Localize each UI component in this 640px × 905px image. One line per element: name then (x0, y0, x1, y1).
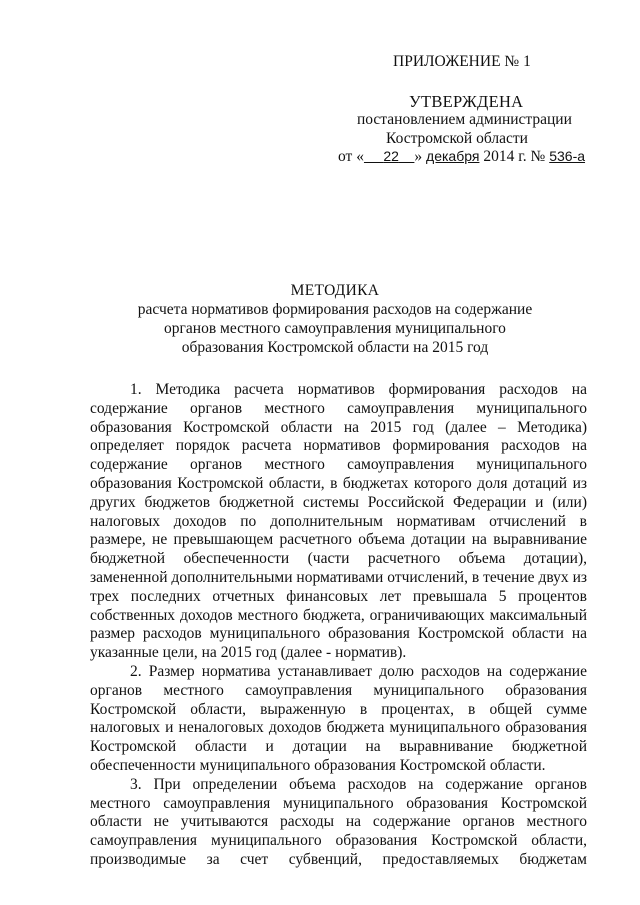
date-day-field (364, 148, 414, 165)
region-line: Костромской области (386, 130, 528, 147)
document-subtitle (90, 300, 580, 357)
date-day: 22 (383, 148, 399, 164)
approved-by-line: постановлением администрации (357, 111, 572, 128)
date-mid: » (414, 148, 423, 165)
date-month: декабря (426, 148, 480, 164)
approved-label: УТВЕРЖДЕНА (409, 92, 524, 111)
date-year: 2014 г. № (483, 148, 546, 165)
document-body (90, 381, 587, 870)
approval-date-line (338, 147, 585, 166)
subtitle-line: образования Костромской области на 2015 год (181, 339, 489, 356)
paragraph-1: 1. Методика расчета нормативов формирования расходов на содержание органов местного самоуправления муниципального образования Костромской области на 2015 год (далее – Методика) определяет порядок расчета нормативов формирования расходов на содержание органов местного самоуправления муниципального образования Костромской области, в бюджетах которого доля дотаций из других бюджетов бюджетной системы Российской Федерации и (или) налоговых доходов по дополнительным нормативам отчислений в размере, не превышающем расчетного объема дотации на выравнивание бюджетной обеспеченности (части расчетного объема дотации), замененной дополнительными нормативами отчислений, в течение двух из трех последних отчетных финансовых лет превышала 5 процентов собственных доходов местного бюджета, ограничивающих максимальный размер расходов муниципального образования Костромской области на указанные цели, на 2015 год (далее - норматив). (90, 381, 587, 662)
appendix-label: ПРИЛОЖЕНИЕ № 1 (393, 53, 531, 70)
paragraph-3: 3. При определении объема расходов на содержание органов местного самоуправления муниципального образования Костромской области не учитываются расходы на содержание органов местного самоуправления муниципального образования Костромской области, производимые за счет субвенций, предоставляемых бюджетам (90, 775, 587, 868)
document-title: МЕТОДИКА (290, 282, 380, 299)
paragraph-2: 2. Размер норматива устанавливает долю расходов на содержание органов местного самоуправления муниципального образования Костромской области, выраженную в процентах, в общей сумме налоговых и неналоговых доходов бюджета муниципального образования Костромской области и дотации на выравнивание бюджетной обеспеченности муниципального образования Костромской области. (90, 662, 587, 774)
document-number: 536-а (549, 148, 586, 164)
date-prefix: от « (338, 148, 364, 165)
subtitle-line: органов местного самоуправления муниципального (164, 320, 506, 337)
subtitle-line: расчета нормативов формирования расходов на содержание (137, 301, 533, 318)
